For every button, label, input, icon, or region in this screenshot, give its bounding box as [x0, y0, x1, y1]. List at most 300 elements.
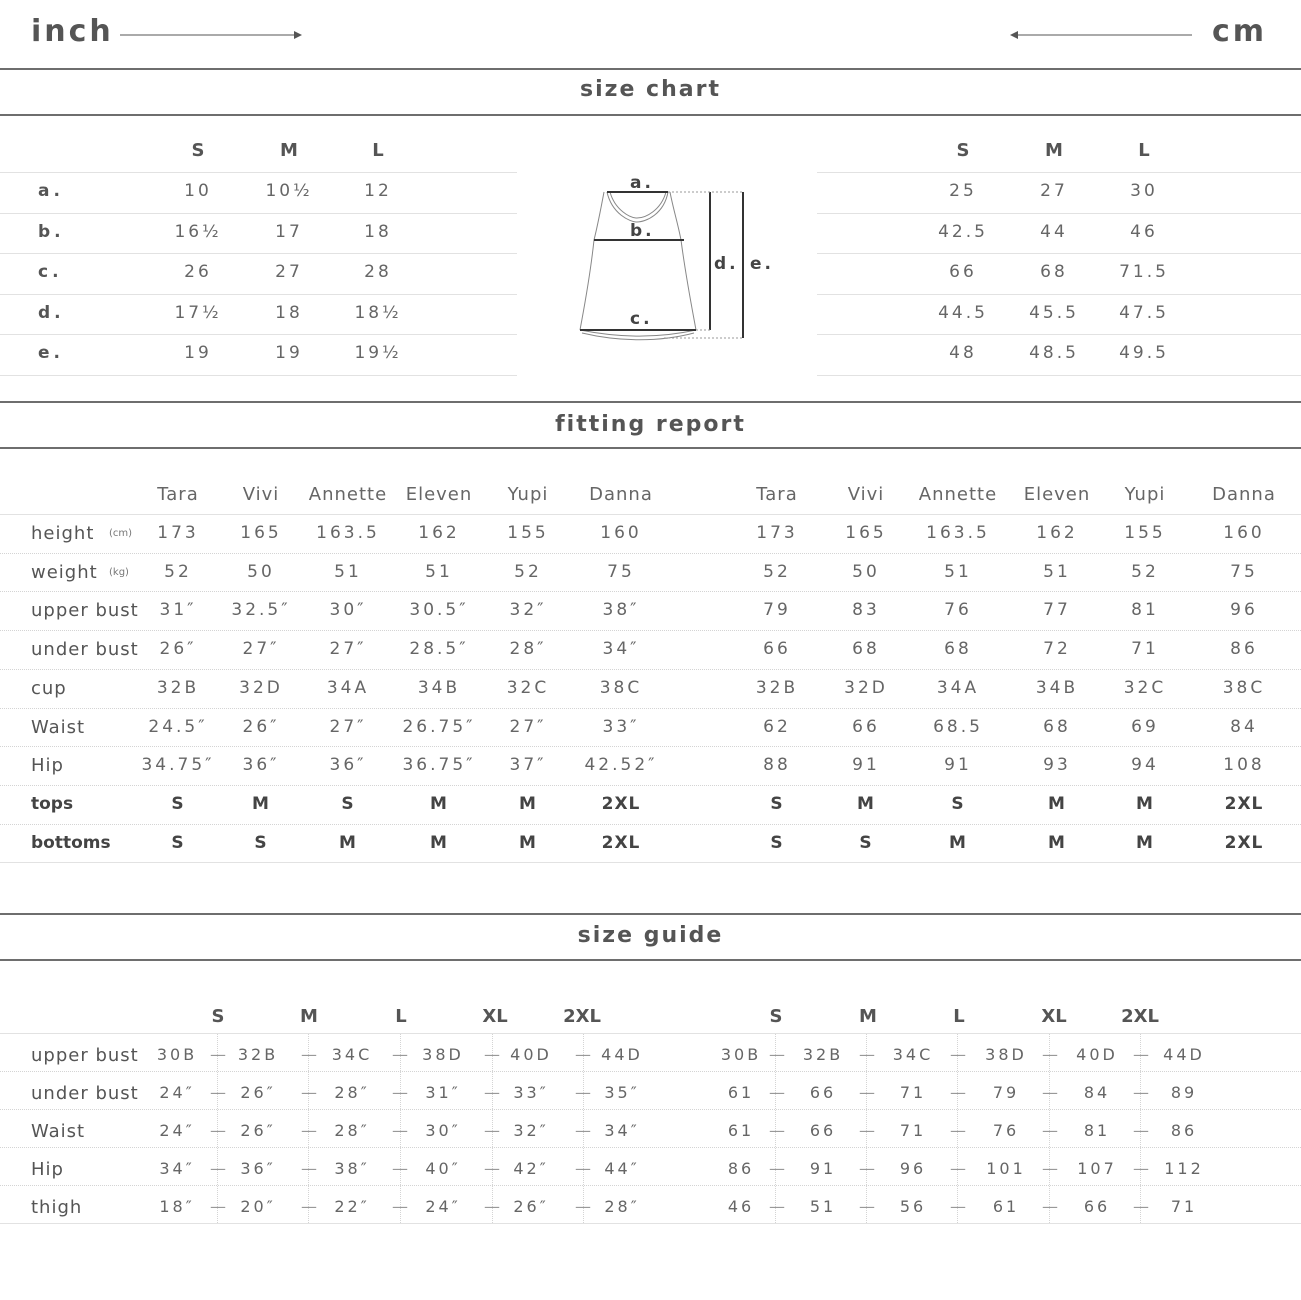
table-cell: 2XL [601, 794, 641, 814]
table-cell: 2XL [1224, 833, 1264, 853]
table-cell: 75 [607, 562, 635, 582]
table-cell: 24″ [159, 1083, 195, 1102]
table-cell: 108 [1223, 755, 1265, 775]
table-cell: 36″ [242, 755, 280, 775]
row-label: height [31, 523, 95, 544]
table-cell: 45.5 [1029, 303, 1079, 323]
table-cell: 30.5″ [409, 600, 469, 620]
table-cell: 91 [809, 1159, 837, 1178]
table-cell: S [951, 794, 965, 814]
row-divider [0, 1223, 1301, 1224]
table-cell: 19 [184, 343, 212, 363]
table-cell: 165 [240, 523, 282, 543]
table-cell: 38D [422, 1045, 464, 1064]
row-divider [0, 862, 1301, 863]
table-cell: S [171, 833, 185, 853]
table-cell: 51 [425, 562, 453, 582]
table-cell: 26″ [159, 639, 197, 659]
table-cell: M [252, 794, 270, 814]
range-dash: — [210, 1159, 226, 1178]
range-dash: — [950, 1159, 966, 1178]
size-header: S [956, 140, 970, 161]
table-cell: 44″ [604, 1159, 640, 1178]
range-dash: — [210, 1083, 226, 1102]
range-dash: — [392, 1121, 408, 1140]
range-dash: — [575, 1083, 591, 1102]
table-cell: 48 [949, 343, 977, 363]
table-cell: 27 [275, 262, 303, 282]
table-cell: S [770, 794, 784, 814]
row-divider [0, 1033, 1301, 1034]
row-label: e. [38, 343, 64, 363]
table-cell: 44.5 [938, 303, 988, 323]
table-cell: 51 [334, 562, 362, 582]
table-cell: 18 [364, 222, 392, 242]
table-cell: 89 [1170, 1083, 1198, 1102]
table-cell: 81 [1083, 1121, 1111, 1140]
table-cell: 10½ [265, 181, 313, 201]
divider [0, 959, 1301, 961]
table-cell: 40D [1076, 1045, 1118, 1064]
table-cell: 101 [986, 1159, 1026, 1178]
range-dash: — [1133, 1121, 1149, 1140]
table-cell: 94 [1131, 755, 1159, 775]
table-cell: 32B [755, 678, 799, 698]
table-cell: 28.5″ [409, 639, 469, 659]
table-cell: M [430, 833, 448, 853]
divider [0, 913, 1301, 915]
table-cell: 81 [1131, 600, 1159, 620]
table-cell: 2XL [601, 833, 641, 853]
table-cell: 16½ [174, 222, 222, 242]
divider [0, 401, 1301, 403]
table-cell: 86 [1170, 1121, 1198, 1140]
table-cell: 86 [1230, 639, 1258, 659]
table-cell: 24.5″ [148, 717, 208, 737]
table-cell: 27″ [329, 717, 367, 737]
section-title-fitting-report: fitting report [555, 412, 746, 437]
table-cell: S [341, 794, 355, 814]
table-cell: 84 [1230, 717, 1258, 737]
table-cell: M [430, 794, 448, 814]
table-cell: 38C [599, 678, 643, 698]
row-label: tops [31, 794, 74, 814]
table-cell: 2XL [1224, 794, 1264, 814]
diagram-label-c: c. [630, 309, 653, 329]
table-cell: 62 [763, 717, 791, 737]
row-divider [0, 253, 517, 254]
diagram-label-d: d. [714, 254, 739, 274]
table-cell: 30B [720, 1045, 762, 1064]
range-dash: — [392, 1197, 408, 1216]
table-cell: M [949, 833, 967, 853]
row-divider [0, 785, 1301, 786]
table-cell: 76 [992, 1121, 1020, 1140]
table-cell: 66 [809, 1083, 837, 1102]
table-cell: 68.5 [933, 717, 983, 737]
table-cell: 26″ [513, 1197, 549, 1216]
table-cell: 19½ [354, 343, 402, 363]
table-cell: 79 [992, 1083, 1020, 1102]
table-cell: 32D [844, 678, 888, 698]
size-header: XL [1041, 1006, 1067, 1027]
size-header: 2XL [1121, 1006, 1159, 1027]
size-header: L [372, 140, 384, 161]
table-cell: 44D [1163, 1045, 1205, 1064]
range-dash: — [859, 1159, 875, 1178]
row-label: upper bust [31, 600, 139, 621]
table-cell: 42″ [513, 1159, 549, 1178]
range-dash: — [392, 1159, 408, 1178]
table-cell: 49.5 [1119, 343, 1169, 363]
row-divider [0, 294, 517, 295]
range-dash: — [950, 1121, 966, 1140]
row-divider [0, 172, 517, 173]
table-cell: M [1048, 794, 1066, 814]
table-cell: S [859, 833, 873, 853]
row-label: Hip [31, 1159, 64, 1180]
table-cell: 56 [899, 1197, 927, 1216]
table-cell: 28″ [334, 1121, 370, 1140]
table-cell: 51 [809, 1197, 837, 1216]
diagram-label-b: b. [630, 221, 655, 241]
table-cell: 112 [1164, 1159, 1204, 1178]
diagram-label-e: e. [750, 254, 774, 274]
table-cell: M [1136, 833, 1154, 853]
table-cell: 32.5″ [231, 600, 291, 620]
range-dash: — [769, 1045, 785, 1064]
range-dash: — [575, 1197, 591, 1216]
unit-label-inch: inch [31, 14, 114, 49]
table-cell: 30 [1130, 181, 1158, 201]
range-dash: — [1133, 1045, 1149, 1064]
row-divider [0, 1147, 1301, 1148]
size-header: M [300, 1006, 318, 1027]
table-cell: 26 [184, 262, 212, 282]
row-divider [0, 746, 1301, 747]
model-name-header: Danna [589, 484, 653, 505]
table-cell: 162 [1036, 523, 1078, 543]
table-cell: 31″ [425, 1083, 461, 1102]
range-dash: — [392, 1045, 408, 1064]
model-name-header: Eleven [405, 484, 473, 505]
range-dash: — [769, 1159, 785, 1178]
range-dash: — [950, 1083, 966, 1102]
table-cell: 32D [239, 678, 283, 698]
table-cell: 22″ [334, 1197, 370, 1216]
arrow-right-icon [118, 26, 304, 44]
range-dash: — [1042, 1083, 1058, 1102]
table-cell: 27″ [242, 639, 280, 659]
model-name-header: Tara [756, 484, 798, 505]
row-label: bottoms [31, 833, 111, 853]
divider [0, 447, 1301, 449]
range-dash: — [301, 1121, 317, 1140]
row-divider [0, 708, 1301, 709]
table-cell: 33″ [513, 1083, 549, 1102]
table-cell: M [339, 833, 357, 853]
table-cell: 52 [164, 562, 192, 582]
table-cell: 18 [275, 303, 303, 323]
table-cell: 83 [852, 600, 880, 620]
range-dash: — [210, 1197, 226, 1216]
size-header: XL [482, 1006, 508, 1027]
table-cell: 61 [727, 1083, 755, 1102]
table-cell: 71 [899, 1083, 927, 1102]
table-cell: 68 [1043, 717, 1071, 737]
table-cell: 38″ [602, 600, 640, 620]
range-dash: — [301, 1045, 317, 1064]
table-cell: 69 [1131, 717, 1159, 737]
range-dash: — [1133, 1159, 1149, 1178]
table-cell: 26″ [240, 1083, 276, 1102]
table-cell: 18½ [354, 303, 402, 323]
range-dash: — [484, 1045, 500, 1064]
range-dash: — [484, 1159, 500, 1178]
row-divider [0, 1185, 1301, 1186]
table-cell: 32C [506, 678, 550, 698]
table-cell: S [770, 833, 784, 853]
size-header: L [1138, 140, 1150, 161]
table-cell: 162 [418, 523, 460, 543]
table-cell: 76 [944, 600, 972, 620]
table-cell: 31″ [159, 600, 197, 620]
size-header: M [280, 140, 298, 161]
table-cell: 160 [600, 523, 642, 543]
table-cell: 34″ [604, 1121, 640, 1140]
table-cell: 34.75″ [141, 755, 215, 775]
table-cell: 36″ [240, 1159, 276, 1178]
model-name-header: Yupi [1124, 484, 1166, 505]
range-dash: — [1133, 1197, 1149, 1216]
table-cell: 51 [944, 562, 972, 582]
model-name-header: Annette [918, 484, 998, 505]
table-cell: 36.75″ [402, 755, 476, 775]
table-cell: 155 [1124, 523, 1166, 543]
size-header: L [395, 1006, 407, 1027]
table-cell: 32B [156, 678, 200, 698]
range-dash: — [484, 1121, 500, 1140]
table-cell: 34C [331, 1045, 373, 1064]
table-cell: 28″ [334, 1083, 370, 1102]
table-cell: 32B [802, 1045, 844, 1064]
table-cell: 24″ [425, 1197, 461, 1216]
row-divider [0, 553, 1301, 554]
table-cell: 40″ [425, 1159, 461, 1178]
table-cell: 173 [756, 523, 798, 543]
range-dash: — [575, 1121, 591, 1140]
table-cell: 26″ [240, 1121, 276, 1140]
table-cell: M [519, 833, 537, 853]
row-label: Hip [31, 755, 64, 776]
range-dash: — [769, 1083, 785, 1102]
table-cell: 34″ [159, 1159, 195, 1178]
table-cell: 52 [1131, 562, 1159, 582]
row-divider [0, 669, 1301, 670]
unit-label-cm: cm [1211, 14, 1267, 49]
table-cell: 86 [727, 1159, 755, 1178]
table-cell: 34C [892, 1045, 934, 1064]
garment-diagram [560, 168, 800, 348]
table-cell: 37″ [509, 755, 547, 775]
table-cell: 12 [364, 181, 392, 201]
row-divider [0, 334, 517, 335]
model-name-header: Danna [1212, 484, 1276, 505]
row-divider [817, 334, 1301, 335]
range-dash: — [575, 1045, 591, 1064]
table-cell: 32″ [513, 1121, 549, 1140]
table-cell: 27 [1040, 181, 1068, 201]
row-divider [0, 591, 1301, 592]
table-cell: 61 [992, 1197, 1020, 1216]
table-cell: 107 [1077, 1159, 1117, 1178]
table-cell: 27″ [329, 639, 367, 659]
table-cell: 61 [727, 1121, 755, 1140]
row-label: thigh [31, 1197, 83, 1218]
table-cell: 42.5 [938, 222, 988, 242]
row-label: d. [38, 303, 65, 323]
range-dash: — [1042, 1045, 1058, 1064]
range-dash: — [859, 1083, 875, 1102]
range-dash: — [769, 1121, 785, 1140]
divider [0, 114, 1301, 116]
table-cell: 163.5 [316, 523, 380, 543]
table-cell: 26″ [242, 717, 280, 737]
size-header: 2XL [563, 1006, 601, 1027]
table-cell: 34A [326, 678, 370, 698]
table-cell: 18″ [159, 1197, 195, 1216]
table-cell: 34A [936, 678, 980, 698]
row-label: c. [38, 262, 63, 282]
row-divider [817, 375, 1301, 376]
range-dash: — [301, 1083, 317, 1102]
range-dash: — [575, 1159, 591, 1178]
size-header: M [859, 1006, 877, 1027]
range-dash: — [769, 1197, 785, 1216]
table-cell: 68 [944, 639, 972, 659]
size-header: L [953, 1006, 965, 1027]
model-name-header: Eleven [1023, 484, 1091, 505]
table-cell: M [857, 794, 875, 814]
table-cell: 160 [1223, 523, 1265, 543]
row-label: upper bust [31, 1045, 139, 1066]
table-cell: 72 [1043, 639, 1071, 659]
row-divider [0, 375, 517, 376]
table-cell: M [1048, 833, 1066, 853]
range-dash: — [950, 1197, 966, 1216]
row-divider [0, 630, 1301, 631]
table-cell: 46 [1130, 222, 1158, 242]
row-divider [0, 213, 517, 214]
table-cell: 40D [510, 1045, 552, 1064]
row-label: weight [31, 562, 98, 583]
table-cell: 38D [985, 1045, 1027, 1064]
table-cell: 25 [949, 181, 977, 201]
table-cell: 75 [1230, 562, 1258, 582]
table-cell: 28″ [509, 639, 547, 659]
model-name-header: Vivi [242, 484, 280, 505]
row-unit: (kg) [109, 567, 129, 578]
range-dash: — [1042, 1121, 1058, 1140]
table-cell: 71 [899, 1121, 927, 1140]
range-dash: — [950, 1045, 966, 1064]
table-cell: 66 [809, 1121, 837, 1140]
table-cell: 32B [237, 1045, 279, 1064]
table-cell: 42.52″ [584, 755, 658, 775]
row-label: under bust [31, 639, 139, 660]
table-cell: 71 [1131, 639, 1159, 659]
table-cell: 32C [1123, 678, 1167, 698]
table-cell: 38″ [334, 1159, 370, 1178]
table-cell: 33″ [602, 717, 640, 737]
row-divider [0, 514, 1301, 515]
size-header: M [1045, 140, 1063, 161]
row-divider [817, 213, 1301, 214]
range-dash: — [1133, 1083, 1149, 1102]
table-cell: M [519, 794, 537, 814]
table-cell: 28 [364, 262, 392, 282]
table-cell: 19 [275, 343, 303, 363]
table-cell: 96 [1230, 600, 1258, 620]
table-cell: 93 [1043, 755, 1071, 775]
size-header: S [191, 140, 205, 161]
table-cell: 96 [899, 1159, 927, 1178]
table-cell: 91 [852, 755, 880, 775]
model-name-header: Vivi [847, 484, 885, 505]
range-dash: — [301, 1197, 317, 1216]
table-cell: 52 [514, 562, 542, 582]
table-cell: 165 [845, 523, 887, 543]
row-label: cup [31, 678, 67, 699]
table-cell: 44D [601, 1045, 643, 1064]
range-dash: — [859, 1045, 875, 1064]
row-label: b. [38, 222, 65, 242]
table-cell: 50 [247, 562, 275, 582]
range-dash: — [484, 1083, 500, 1102]
table-cell: 68 [852, 639, 880, 659]
table-cell: 71 [1170, 1197, 1198, 1216]
table-cell: 51 [1043, 562, 1071, 582]
table-cell: 50 [852, 562, 880, 582]
row-label: Waist [31, 717, 86, 738]
model-name-header: Yupi [507, 484, 549, 505]
table-cell: 84 [1083, 1083, 1111, 1102]
table-cell: 66 [949, 262, 977, 282]
table-cell: 66 [763, 639, 791, 659]
range-dash: — [484, 1197, 500, 1216]
row-divider [0, 1071, 1301, 1072]
table-cell: 34B [417, 678, 461, 698]
arrow-left-icon [1008, 26, 1194, 44]
table-cell: S [254, 833, 268, 853]
range-dash: — [1042, 1197, 1058, 1216]
table-cell: 66 [852, 717, 880, 737]
table-cell: 24″ [159, 1121, 195, 1140]
row-label: Waist [31, 1121, 86, 1142]
table-cell: 34″ [602, 639, 640, 659]
table-cell: 26.75″ [402, 717, 476, 737]
table-cell: 30B [156, 1045, 198, 1064]
diagram-label-a: a. [630, 173, 654, 193]
model-name-header: Tara [157, 484, 199, 505]
size-header: S [211, 1006, 225, 1027]
range-dash: — [1042, 1159, 1058, 1178]
table-cell: 66 [1083, 1197, 1111, 1216]
table-cell: 88 [763, 755, 791, 775]
table-cell: 20″ [240, 1197, 276, 1216]
table-cell: 77 [1043, 600, 1071, 620]
table-cell: 34B [1035, 678, 1079, 698]
